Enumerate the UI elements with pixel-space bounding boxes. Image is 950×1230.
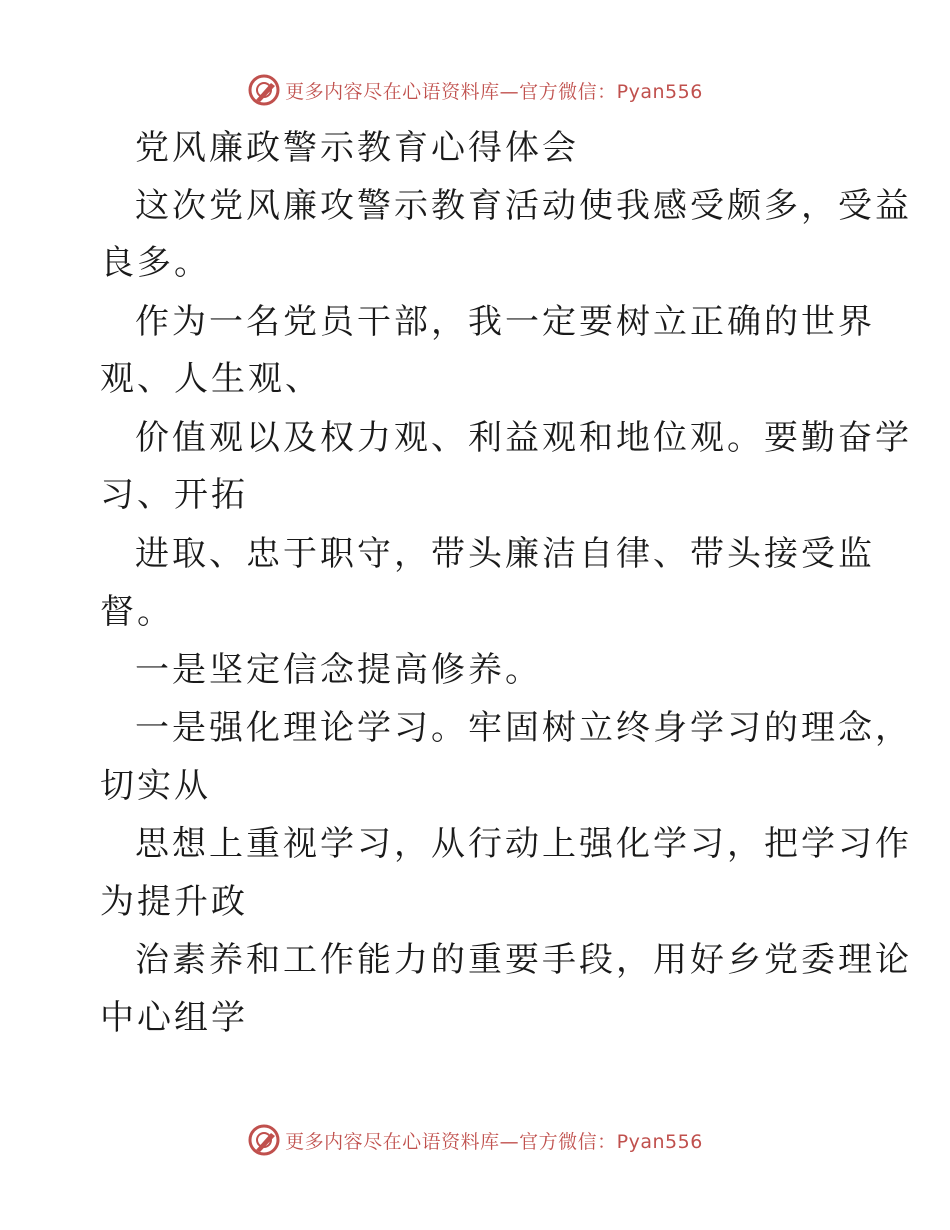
paragraph-line: 切实从 xyxy=(100,766,211,806)
header-watermark-banner xyxy=(0,70,950,110)
paragraph-line: 良多。 xyxy=(100,243,211,283)
paragraph-line: 进取、忠于职守，带头廉洁自律、带头接受监 xyxy=(135,534,875,574)
pen-logo-icon xyxy=(247,1123,281,1157)
paragraph-line: 价值观以及权力观、利益观和地位观。要勤奋学 xyxy=(135,418,912,458)
paragraph-line: 督。 xyxy=(100,592,174,632)
paragraph-line: 治素养和工作能力的重要手段，用好乡党委理论 xyxy=(135,940,912,980)
paragraph-line: 思想上重视学习，从行动上强化学习，把学习作 xyxy=(135,824,912,864)
paragraph-line: 一是坚定信念提高修养。 xyxy=(135,650,542,690)
header-watermark-text: 更多内容尽在心语资料库—官方微信：Pyan556 xyxy=(285,80,703,103)
paragraph-line: 一是强化理论学习。牢固树立终身学习的理念， xyxy=(135,708,912,748)
paragraph-line: 观、人生观、 xyxy=(100,359,322,399)
pen-logo-icon xyxy=(247,73,281,107)
paragraph-line: 这次党风廉攻警示教育活动使我感受颇多，受益 xyxy=(135,186,912,226)
paragraph-line: 习、开拓 xyxy=(100,475,248,515)
paragraph-line: 为提升政 xyxy=(100,882,248,922)
footer-watermark-banner xyxy=(0,1120,950,1160)
paragraph-line: 中心组学 xyxy=(100,998,248,1038)
document-title: 党风廉政警示教育心得体会 xyxy=(135,128,579,168)
footer-watermark-text: 更多内容尽在心语资料库—官方微信：Pyan556 xyxy=(285,1130,703,1153)
paragraph-line: 作为一名党员干部，我一定要树立正确的世界 xyxy=(135,302,875,342)
